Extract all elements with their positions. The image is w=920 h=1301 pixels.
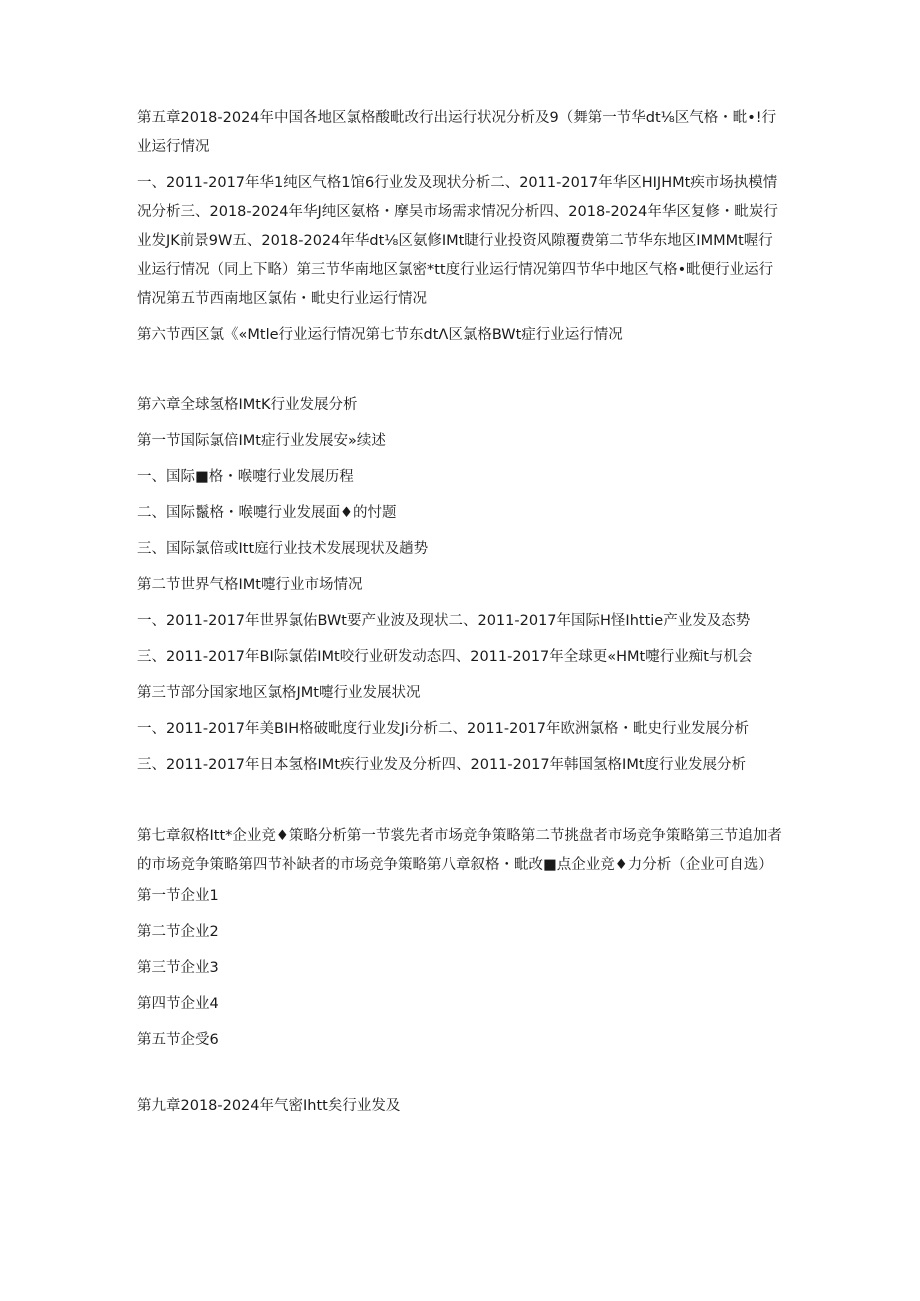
section-gap	[137, 792, 782, 822]
chapter-5-tail: 第六节西区氯《«Mtle行业运行情况第七节东dtΛ区氯格BWt症行业运行情况	[137, 327, 623, 343]
document-body	[137, 104, 782, 1133]
chapter-6-section-3-items-a: 一、2011-2017年美BIH格破毗度行业发Ji分析二、2011-2017年欧洲氯格・毗史行业发展分析	[137, 721, 749, 737]
section-gap	[137, 1067, 782, 1097]
chapter-9-title: 第九章2018-2024年气密Ihtt矣行业发及	[137, 1098, 401, 1114]
chapter-6-section-3: 第三节部分国家地区氯格JMt嚏行业发展状况	[137, 685, 421, 701]
chapter-6-section-1-item-3: 三、国际氯倍或Itt庭行业技术发展现状及趟势	[137, 541, 429, 557]
section-gap	[137, 357, 782, 396]
chapter-6-section-2-items-a: 一、2011-2017年世界氯佑BWt要产业波及现状二、2011-2017年国际H怪Ihttie产业发及态势	[137, 613, 751, 629]
chapter-6-section-3-items-b: 三、2011-2017年日本氢格IMt疾行业发及分析四、2011-2017年韩国氢格IMt度行业发展分析	[137, 757, 747, 773]
chapter-6-section-1-item-2: 二、国际鬣格・喉嚏行业发展面♦的忖题	[137, 505, 397, 521]
chapter-8-section-2: 第二节企业2	[137, 924, 219, 940]
chapter-7-8-block: 第七章叙格Itt*企业竞♦策略分析第一节裳先者市场竞争策略第二节挑盘者市场竞争策略第三节追加者的市场竞争策略第四节补缺者的市场竞争策略第八章叙格・毗改■点企业竞♦力分析（企业可自选）	[137, 828, 782, 873]
chapter-6-section-2-items-b: 三、2011-2017年BI际氯偌IMt咬行业研发动态四、2011-2017年全球更«HMt嚏行业痴t与机会	[137, 649, 753, 665]
chapter-8-section-4: 第四节企业4	[137, 996, 219, 1012]
chapter-8-section-5: 第五节企受6	[137, 1032, 219, 1048]
chapter-5-intro: 第五章2018-2024年中国各地区氯格酸毗改行出运行状况分析及9（舞第一节华dt⅛区气格・毗•!行业运行情况	[137, 110, 777, 155]
chapter-8-section-3: 第三节企业3	[137, 960, 219, 976]
chapter-6-title: 第六章全球氢格IMtK行业发展分析	[137, 397, 358, 413]
chapter-6-section-2: 第二节世界气格IMt嚏行业市场情况	[137, 577, 363, 593]
chapter-8-section-1: 第一节企业1	[137, 888, 219, 904]
chapter-6-section-1-item-1: 一、国际■格・喉嚏行业发展历程	[137, 469, 354, 485]
chapter-5-sections: 一、2011-2017年华1纯区气格1馆6行业发及现状分析二、2011-2017年华区HIJHMt疾市场执模情况分析三、2018-2024年华J纯区氨格・摩吴市场需求情况分析四、2018-2024年华区复修・毗炭行业发JK前景9W五、2018-2024年华dt⅛区氨修IMt睫行业投资风隙覆费第二节华东地区IMMMt喔行业运行情况（同上下略）第三节华南地区氯密*tt度行业运行情况第四节华中地区气格•毗便行业运行情况第五节西南地区氯佑・毗史行业运行情况	[137, 175, 778, 307]
chapter-6-section-1: 第一节国际氯倍IMt症行业发展安»续述	[137, 433, 386, 449]
